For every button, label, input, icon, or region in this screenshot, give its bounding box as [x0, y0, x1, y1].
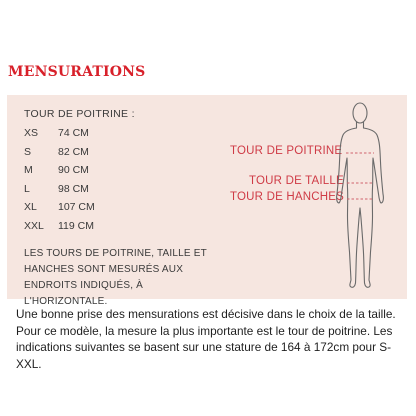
size-label: M — [24, 164, 33, 177]
size-row — [24, 180, 95, 199]
size-row — [24, 124, 95, 143]
size-label: XS — [24, 127, 39, 140]
size-row — [24, 217, 95, 236]
bust-table-title: TOUR DE POITRINE : — [24, 108, 135, 120]
size-row — [24, 198, 95, 217]
description-text: Une bonne prise des mensurations est décisive dans le choix de la taille. Pour ce modèle, la mesure la plus importante est le tour de poitrine. Les indications suivantes se basent sur une stature de 164 à 172cm pour S-XXL. — [16, 307, 396, 371]
size-label: XXL — [24, 219, 44, 232]
size-value: 107 CM — [58, 201, 95, 214]
size-table — [24, 124, 95, 235]
waist-label: TOUR DE TAILLE — [249, 175, 344, 187]
size-value: 119 CM — [58, 219, 94, 232]
hips-label: TOUR DE HANCHES — [230, 191, 344, 203]
size-label: XL — [24, 201, 37, 214]
size-label: S — [24, 145, 32, 158]
size-value: 90 CM — [58, 164, 89, 177]
measurement-note: LES TOURS DE POITRINE, TAILLE ET HANCHES SONT MESURÉS AUX ENDROITS INDIQUÉS, À L'HORIZONTALE. — [24, 248, 207, 307]
size-label: L — [24, 182, 30, 195]
size-value: 98 CM — [58, 182, 89, 195]
bust-label: TOUR DE POITRINE — [230, 145, 343, 157]
size-value: 74 CM — [58, 127, 89, 140]
size-value: 82 CM — [58, 145, 89, 158]
page-title: MENSURATIONS — [8, 64, 146, 80]
body-silhouette-icon — [328, 98, 392, 296]
size-row — [24, 143, 95, 162]
size-row — [24, 161, 95, 180]
